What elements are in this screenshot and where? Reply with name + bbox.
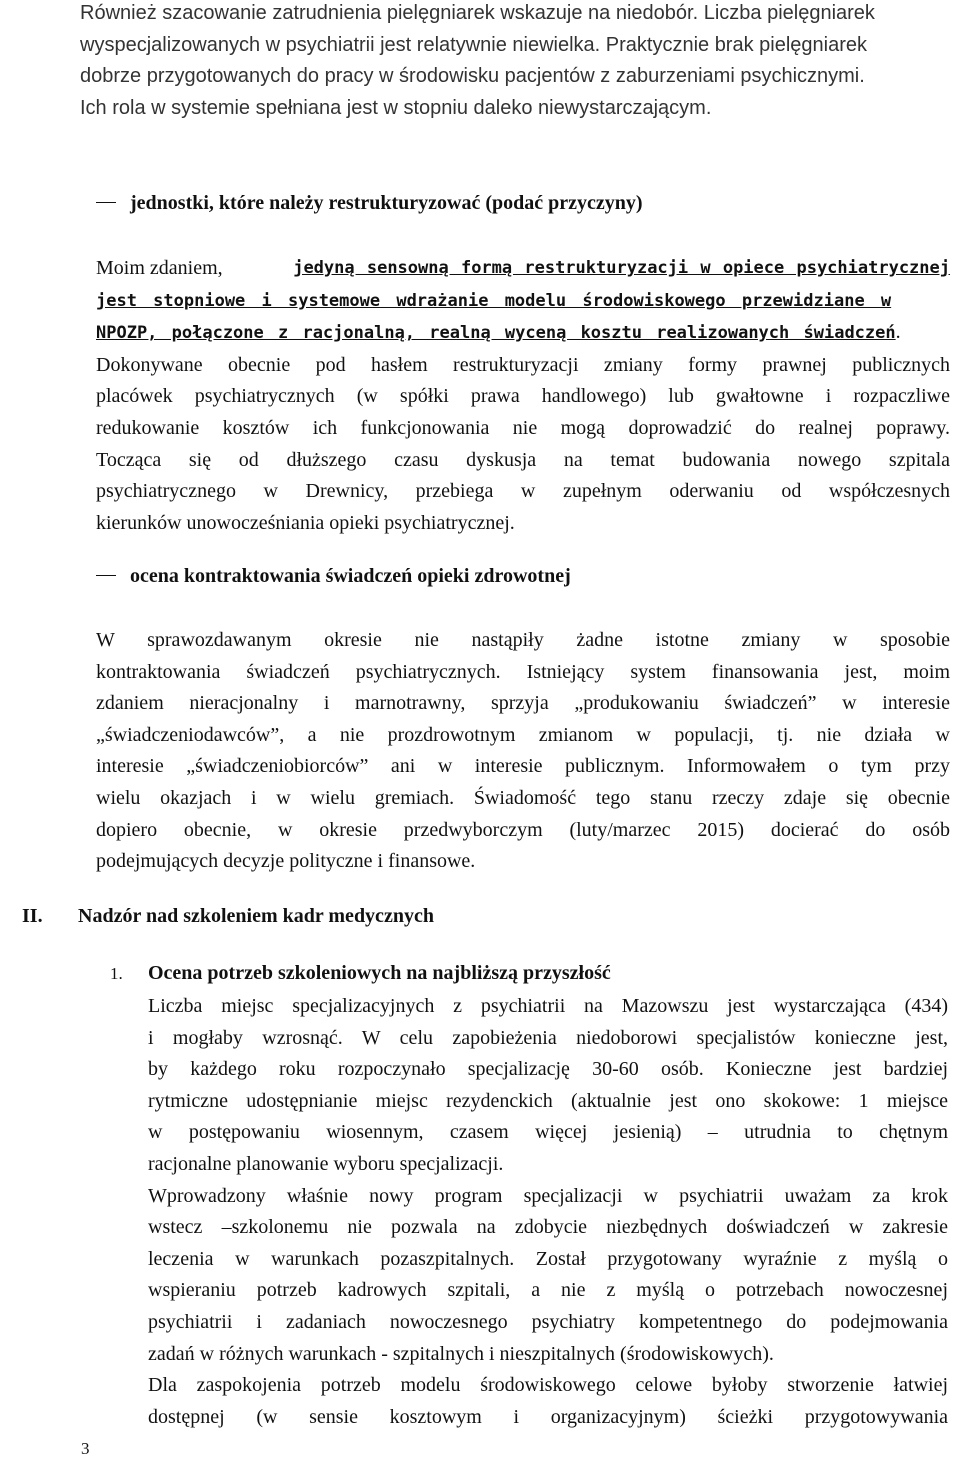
paragraph-line: by każdego roku rozpoczynało specjalizację 30-60 osób. Konieczne jest bardziej: [148, 1058, 948, 1081]
intro-paragraph: [80, 0, 940, 124]
paragraph-line: Liczba miejsc specjalizacyjnych z psychiatrii na Mazowszu jest wystarczająca (434): [148, 995, 948, 1017]
intro-line: wyspecjalizowanych w psychiatrii jest relatywnie niewielka. Praktycznie brak pielęgniarek: [80, 33, 868, 56]
intro-line: Ich rola w systemie spełniana jest w stopniu daleko niewystarczającym.: [80, 96, 712, 119]
bullet-heading-contracting: [96, 565, 571, 588]
lead-text: Moim zdaniem,: [96, 257, 223, 279]
paragraph-line: Dla zaspokojenia potrzeb modelu środowiskowego celowe byłoby stworzenie łatwiej: [148, 1374, 948, 1397]
contracting-paragraph: [96, 625, 950, 878]
paragraph-line: placówek psychiatrycznych (w spółki prawa handlowego) lub gwałtowne i rozpaczliwe: [96, 385, 950, 408]
paragraph-line: kierunków unowocześniania opieki psychiatrycznej.: [96, 511, 515, 534]
paragraph-line: zdaniem nieracjonalny i marnotrawny, sprzyja „produkowaniu świadczeń” w interesie: [96, 692, 950, 715]
paragraph-line: dostępnej (w sensie kosztowym i organizacyjnym) ścieżki przygotowywania: [148, 1405, 948, 1428]
section-number: II.: [22, 905, 43, 927]
paragraph-line: „świadczeniodawców”, a nie prozdrowotnym zmianom w populacji, tj. nie działa w: [96, 723, 950, 746]
page-number: 3: [81, 1439, 90, 1458]
bullet-heading-text: jednostki, które należy restrukturyzować (podać przyczyny): [130, 192, 643, 214]
paragraph-line: wielu okazjach i w wielu gremiach. Świadomość tego stanu rzeczy zdaje się obecnie: [96, 786, 950, 809]
paragraph-line: psychiatrycznego w Drewnicy, przebiega w zupełnym oderwaniu od współczesnych: [96, 480, 950, 503]
bullet-heading-restructuring: [96, 192, 643, 215]
paragraph-line: leczenia w warunkach pozaszpitalnych. Został przygotowany wyraźnie z myślą o: [148, 1247, 948, 1270]
intro-line: dobrze przygotowanych do pracy w środowisku pacjentów z zaburzeniami psychicznymi.: [80, 65, 865, 87]
paragraph-line: i mogłaby wzrosnąć. W celu zapobieżenia niedoborowi specjalistów konieczne jest,: [148, 1026, 948, 1049]
paragraph-line: wstecz –szkolonemu nie pozwala na zdobycie niezbędnych doświadczeń w zakresie: [148, 1216, 948, 1239]
item-number: 1.: [110, 964, 123, 983]
period: .: [895, 321, 901, 344]
paragraph-line: Wprowadzony właśnie nowy program specjalizacji w psychiatrii uważam za krok: [148, 1184, 948, 1207]
paragraph-line: [96, 253, 950, 285]
section-title: Nadzór nad szkoleniem kadr medycznych: [78, 905, 434, 927]
paragraph-line: kontraktowania świadczeń psychiatrycznych. Istniejący system finansowania jest, moim: [96, 660, 950, 683]
training-paragraph: [148, 991, 948, 1433]
paragraph-line: rytmiczne udostępnianie miejsc rezydenckich (aktualnie jest ono skokowe: 1 miejsce: [148, 1089, 948, 1112]
intro-line: Również szacowanie zatrudnienia pielęgniarek wskazuje na niedobór. Liczba pielęgniarek: [80, 2, 875, 24]
restructuring-paragraph: [96, 253, 950, 539]
bullet-heading-text: ocena kontraktowania świadczeń opieki zdrowotnej: [130, 565, 571, 587]
item-heading: [110, 962, 611, 985]
paragraph-line: zadań w różnych warunkach - szpitalnych i nieszpitalnych (środowiskowych).: [148, 1342, 774, 1365]
underlined-text: NPOZP, połączone z racjonalną, realną wyceną kosztu realizowanych świadczeń: [96, 323, 896, 344]
dash-bullet-icon: [96, 202, 116, 203]
paragraph-line: W sprawozdawanym okresie nie nastąpiły żadne istotne zmiany w sposobie: [96, 629, 950, 651]
paragraph-line: [96, 317, 950, 350]
paragraph-line: racjonalne planowanie wyboru specjalizacji.: [148, 1152, 504, 1175]
paragraph-line: dopiero obecnie, w okresie przedwyborczym (luty/marzec 2015) docierać do osób: [96, 818, 950, 841]
paragraph-line: Dokonywane obecnie pod hasłem restrukturyzacji zmiany formy prawnej publicznych: [96, 353, 950, 376]
paragraph-line: [96, 285, 950, 318]
paragraph-line: Tocząca się od dłuższego czasu dyskusja na temat budowania nowego szpitala: [96, 448, 950, 471]
paragraph-line: redukowanie kosztów ich funkcjonowania nie mogą doprowadzić do realnej poprawy.: [96, 416, 950, 439]
paragraph-line: podejmujących decyzje polityczne i finansowe.: [96, 850, 476, 873]
paragraph-line: wspieraniu potrzeb kadrowych szpitali, a nie z myślą o potrzebach nowoczesnej: [148, 1279, 948, 1302]
paragraph-line: psychiatrii i zadaniach nowoczesnego psychiatry kompetentnego do podejmowania: [148, 1310, 948, 1333]
paragraph-line: interesie „świadczeniobiorców” ani w interesie publicznym. Informowałem o tym przy: [96, 755, 950, 778]
section-heading: [22, 905, 434, 928]
item-title: Ocena potrzeb szkoleniowych na najbliższą przyszłość: [148, 962, 611, 984]
underlined-text: jedyną sensowną formą restrukturyzacji w opiece psychiatrycznej: [293, 258, 950, 278]
underlined-text: jest stopniowe i systemowe wdrażanie modelu środowiskowego przewidziane w: [96, 290, 892, 311]
paragraph-line: w postępowaniu wiosennym, czasem więcej jesienią) – utrudnia to chętnym: [148, 1121, 948, 1144]
dash-bullet-icon: [96, 575, 116, 576]
